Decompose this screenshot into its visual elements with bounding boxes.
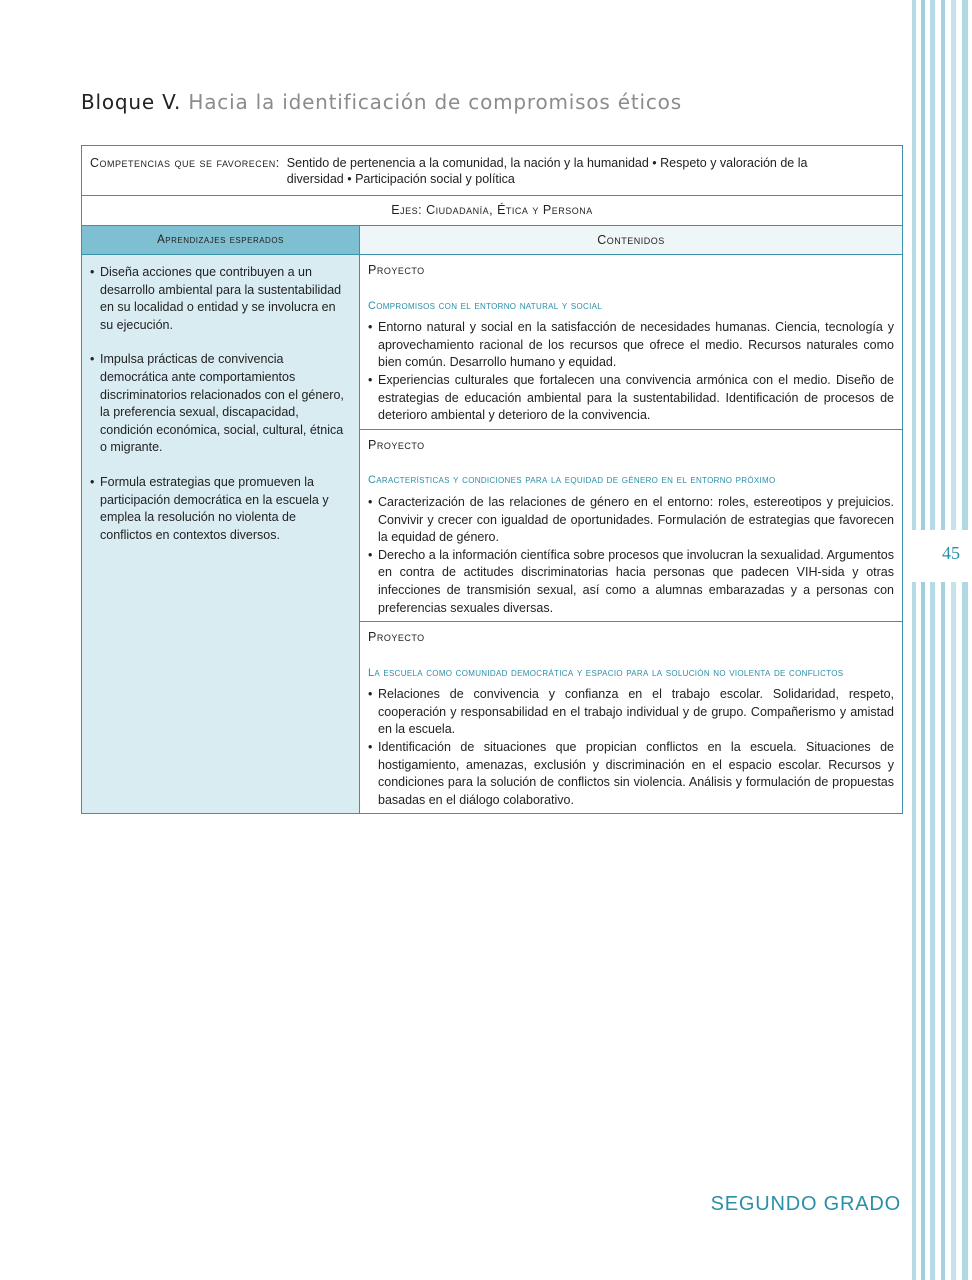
- table-body: [82, 255, 902, 813]
- column-headers: [82, 226, 902, 255]
- proyecto-title: Características y condiciones para la equidad de género en el entorno próximo: [368, 474, 776, 487]
- list-item: [90, 264, 351, 334]
- proyecto-section: [360, 430, 902, 622]
- contenido-text: Identificación de situaciones que propician conflictos en la escuela. Situaciones de hostigamiento, amenazas, exclusión y discriminación en el espacio escolar. Recursos y condiciones para la solución de conflictos sin violencia. Análisis y formulación de propuestas basadas en el diálogo colaborativo.: [378, 740, 894, 807]
- bullet-icon: •: [90, 265, 95, 279]
- competencias-text: Sentido de pertenencia a la comunidad, la nación y la humanidad • Respeto y valoración de la diversidad • Participación social y política: [286, 156, 808, 186]
- proyecto-section: [360, 622, 902, 813]
- list-item: [368, 547, 894, 617]
- list-item: [368, 686, 894, 739]
- bullet-icon: •: [368, 687, 373, 702]
- header-contenidos: Contenidos: [360, 226, 902, 254]
- proyecto-label: Proyecto: [368, 263, 425, 277]
- aprendizaje-text: Diseña acciones que contribuyen a un desarrollo ambiental para la sustentabilidad en su localidad o entidad y se involucra en su ejecución.: [100, 265, 342, 332]
- proyecto-label: Proyecto: [368, 630, 425, 645]
- competencias-label: Competencias que se favorecen:: [90, 156, 280, 170]
- list-item: [368, 372, 894, 425]
- proyecto-label: Proyecto: [368, 437, 425, 452]
- contenidos-column: [360, 255, 902, 813]
- bullet-icon: •: [368, 740, 373, 755]
- bullet-icon: •: [90, 474, 95, 489]
- contenido-text: Entorno natural y social en la satisfacción de necesidades humanas. Ciencia, tecnología y aprovechamiento racional de los recursos que ofrece el medio. Recursos naturales como bien común. Desarrollo humano y equidad.: [378, 320, 894, 370]
- list-item: [368, 739, 894, 809]
- contenido-text: Caracterización de las relaciones de género en el entorno: roles, estereotipos y prejuicios. Convivir y crecer con igualdad de oportunidades. Formulación de estrategias que favorecen la equidad de género.: [378, 494, 894, 545]
- contenido-text: Experiencias culturales que fortalecen una convivencia armónica con el medio. Diseño de estrategias de educación ambiental para la sustentabilidad. Identificación de procesos de deterioro ambiental y deterioro de la convivencia.: [378, 372, 894, 423]
- contenido-text: Relaciones de convivencia y confianza en el trabajo escolar. Solidaridad, respeto, cooperación y responsabilidad en el trabajo individual y de grupo. Compañerismo y amistad en la escuela.: [378, 687, 894, 737]
- list-item: [90, 351, 351, 457]
- grade-footer: SEGUNDO GRADO: [710, 1193, 901, 1215]
- title-lead: Bloque V.: [81, 90, 182, 114]
- block-table: [81, 145, 903, 814]
- proyecto-title: La escuela como comunidad democrática y espacio para la solución no violenta de conflictos: [368, 666, 844, 679]
- header-aprendizajes: Aprendizajes esperados: [82, 226, 360, 254]
- list-item: [90, 474, 351, 544]
- bullet-icon: •: [368, 320, 373, 335]
- bullet-icon: •: [368, 547, 373, 562]
- contenido-text: Derecho a la información científica sobre procesos que involucran la sexualidad. Argumentos en contra de actitudes discriminatorias hacia personas que padecen VIH-sida y otras infecciones de transmisión sexual, así como a alumnas embarazadas y a personas con preferencias sexuales diversas.: [378, 547, 894, 615]
- proyecto-title: Compromisos con el entorno natural y social: [368, 299, 603, 312]
- bullet-icon: •: [368, 372, 373, 387]
- aprendizajes-column: [82, 255, 360, 813]
- list-item: [368, 319, 894, 372]
- page-number: 45: [942, 543, 960, 563]
- page-title: [81, 90, 682, 114]
- competencias-row: [82, 146, 902, 196]
- decorative-stripes: [912, 0, 972, 1280]
- list-item: [368, 494, 894, 547]
- bullet-icon: •: [368, 494, 373, 509]
- ejes-row: Ejes: Ciudadanía, Ética y Persona: [82, 196, 902, 226]
- aprendizaje-text: Impulsa prácticas de convivencia democrática ante comportamientos discriminatorios relacionados con el género, la preferencia sexual, discapacidad, condición económica, social, cultural, étnica o migrante.: [100, 352, 344, 455]
- title-rest: Hacia la identificación de compromisos éticos: [188, 90, 682, 114]
- proyecto-section: [360, 255, 902, 430]
- aprendizaje-text: Formula estrategias que promueven la participación democrática en la escuela y emplea la resolución no violenta de conflictos en contextos diversos.: [100, 474, 329, 542]
- bullet-icon: •: [90, 352, 95, 367]
